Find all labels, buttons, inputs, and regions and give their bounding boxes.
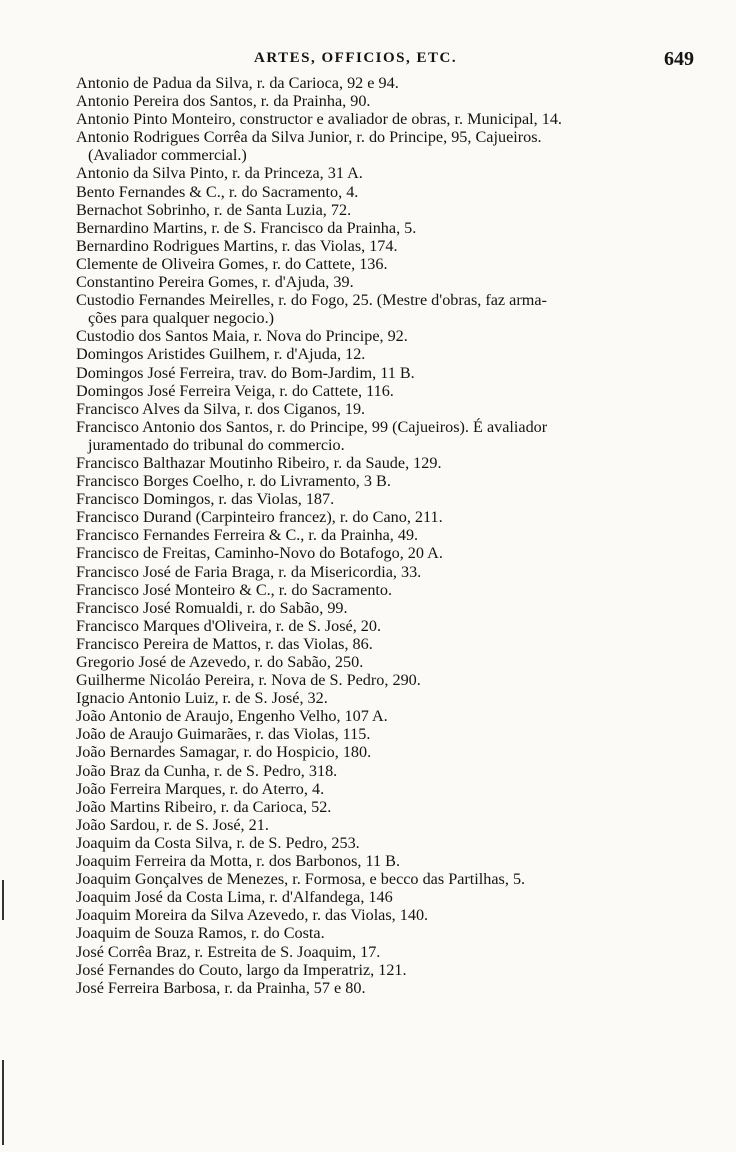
list-item (76, 888, 704, 906)
list-item (76, 780, 704, 798)
list-item (76, 743, 704, 761)
entry-text: Francisco Antonio dos Santos, r. do Principe, 99 (Cajueiros). É avaliador (76, 417, 548, 436)
list-item (76, 164, 704, 182)
list-item (76, 798, 704, 816)
entry-text: Domingos José Ferreira Veiga, r. do Cattete, 116. (76, 381, 394, 400)
entry-text: Francisco Fernandes Ferreira & C., r. da Prainha, 49. (76, 526, 419, 545)
list-item (76, 345, 704, 363)
list-item (76, 472, 704, 490)
entry-continuation: ções para qualquer negocio.) (88, 309, 275, 328)
entry-text: Domingos José Ferreira, trav. do Bom-Jardim, 11 B. (76, 363, 415, 382)
list-item (76, 291, 704, 327)
entry-text: João Martins Ribeiro, r. da Carioca, 52. (76, 797, 332, 816)
entry-text: Clemente de Oliveira Gomes, r. do Cattete, 136. (76, 254, 388, 273)
list-item (76, 255, 704, 273)
margin-mark (2, 1060, 4, 1145)
margin-mark (2, 880, 4, 920)
section-title: ARTES, OFFICIOS, ETC. (254, 50, 458, 66)
list-item (76, 653, 704, 671)
entry-text: Joaquim Moreira da Silva Azevedo, r. das Violas, 140. (76, 906, 429, 925)
entry-text: Bernardino Rodrigues Martins, r. das Violas, 174. (76, 236, 398, 255)
entry-text: João Braz da Cunha, r. de S. Pedro, 318. (76, 761, 338, 780)
entry-text: Francisco José Monteiro & C., r. do Sacramento. (76, 580, 393, 599)
entry-text: Francisco de Freitas, Caminho-Novo do Botafogo, 20 A. (76, 544, 443, 563)
page-number: 649 (664, 48, 694, 70)
list-item (76, 906, 704, 924)
list-item (76, 870, 704, 888)
list-item (76, 508, 704, 526)
list-item (76, 273, 704, 291)
entry-text: Francisco José Romualdi, r. do Sabão, 99. (76, 598, 348, 617)
entry-text: Guilherme Nicoláo Pereira, r. Nova de S. Pedro, 290. (76, 671, 421, 690)
list-item (76, 544, 704, 562)
list-item (76, 707, 704, 725)
directory-list (76, 74, 704, 997)
list-item (76, 183, 704, 201)
entry-text: Antonio Pereira dos Santos, r. da Prainha, 90. (76, 92, 371, 111)
entry-text: João Bernardes Samagar, r. do Hospicio, 180. (76, 743, 372, 762)
entry-text: Domingos Aristides Guilhem, r. d'Ajuda, 12. (76, 345, 366, 364)
list-item (76, 581, 704, 599)
list-item (76, 237, 704, 255)
entry-text: José Ferreira Barbosa, r. da Prainha, 57 e 80. (76, 978, 366, 997)
entry-text: João Ferreira Marques, r. do Aterro, 4. (76, 779, 325, 798)
entry-text: Antonio Rodrigues Corrêa da Silva Junior, r. do Principe, 95, Cajueiros. (76, 128, 542, 147)
entry-text: Francisco Pereira de Mattos, r. das Violas, 86. (76, 634, 373, 653)
list-item (76, 490, 704, 508)
entry-continuation: juramentado do tribunal do commercio. (88, 435, 345, 454)
list-item (76, 364, 704, 382)
entry-text: Ignacio Antonio Luiz, r. de S. José, 32. (76, 689, 328, 708)
list-item (76, 382, 704, 400)
entry-text: Joaquim José da Costa Lima, r. d'Alfandega, 146 (76, 888, 393, 907)
list-item (76, 599, 704, 617)
entry-text: Francisco Balthazar Moutinho Ribeiro, r. da Saude, 129. (76, 453, 442, 472)
list-item (76, 924, 704, 942)
entry-text: João Antonio de Araujo, Engenho Velho, 107 A. (76, 707, 388, 726)
entry-text: Gregorio José de Azevedo, r. do Sabão, 250. (76, 653, 364, 671)
list-item (76, 834, 704, 852)
list-item (76, 74, 704, 92)
list-item (76, 327, 704, 345)
entry-text: Joaquim Ferreira da Motta, r. dos Barbonos, 11 B. (76, 852, 401, 871)
list-item (76, 128, 704, 164)
list-item (76, 762, 704, 780)
list-item (76, 201, 704, 219)
entry-text: Custodio Fernandes Meirelles, r. do Fogo, 25. (Mestre d'obras, faz arma- (76, 291, 547, 310)
entry-text: Francisco José de Faria Braga, r. da Misericordia, 33. (76, 562, 422, 581)
entry-continuation: (Avaliador commercial.) (88, 146, 247, 165)
list-item (76, 92, 704, 110)
entry-text: Bento Fernandes & C., r. do Sacramento, 4. (76, 182, 359, 201)
list-item (76, 454, 704, 472)
entry-text: Custodio dos Santos Maia, r. Nova do Principe, 92. (76, 327, 408, 346)
entry-text: José Corrêa Braz, r. Estreita de S. Joaquim, 17. (76, 942, 381, 961)
entry-text: Joaquim da Costa Silva, r. de S. Pedro, 253. (76, 833, 360, 852)
entry-text: Joaquim de Souza Ramos, r. do Costa. (76, 924, 325, 943)
entry-text: Antonio Pinto Monteiro, constructor e avaliador de obras, r. Municipal, 14. (76, 110, 562, 129)
entry-text: Francisco Domingos, r. das Violas, 187. (76, 490, 335, 509)
list-item (76, 816, 704, 834)
entry-text: Joaquim Gonçalves de Menezes, r. Formosa, e becco das Partilhas, 5. (76, 870, 526, 889)
entry-text: João Sardou, r. de S. José, 21. (76, 815, 269, 834)
entry-text: Bernachot Sobrinho, r. de Santa Luzia, 72. (76, 200, 352, 219)
list-item (76, 852, 704, 870)
list-item (76, 219, 704, 237)
list-item (76, 671, 704, 689)
list-item (76, 635, 704, 653)
entry-text: Antonio da Silva Pinto, r. da Princeza, 31 A. (76, 164, 363, 183)
list-item (76, 725, 704, 743)
entry-text: Constantino Pereira Gomes, r. d'Ajuda, 39. (76, 273, 354, 292)
list-item (76, 563, 704, 581)
entry-text: Francisco Durand (Carpinteiro francez), r. do Cano, 211. (76, 508, 443, 527)
entry-text: Bernardino Martins, r. de S. Francisco da Prainha, 5. (76, 218, 417, 237)
running-header (0, 48, 736, 72)
entry-text: Francisco Marques d'Oliveira, r. de S. José, 20. (76, 616, 382, 635)
list-item (76, 526, 704, 544)
list-item (76, 110, 704, 128)
list-item (76, 943, 704, 961)
entry-text: João de Araujo Guimarães, r. das Violas, 115. (76, 725, 371, 744)
list-item (76, 689, 704, 707)
list-item (76, 418, 704, 454)
list-item (76, 400, 704, 418)
list-item (76, 961, 704, 979)
entry-text: Antonio de Padua da Silva, r. da Carioca, 92 e 94. (76, 74, 399, 92)
entry-text: José Fernandes do Couto, largo da Imperatriz, 121. (76, 960, 407, 979)
list-item (76, 617, 704, 635)
entry-text: Francisco Borges Coelho, r. do Livramento, 3 B. (76, 472, 391, 491)
entry-text: Francisco Alves da Silva, r. dos Ciganos, 19. (76, 399, 366, 418)
list-item (76, 979, 704, 997)
